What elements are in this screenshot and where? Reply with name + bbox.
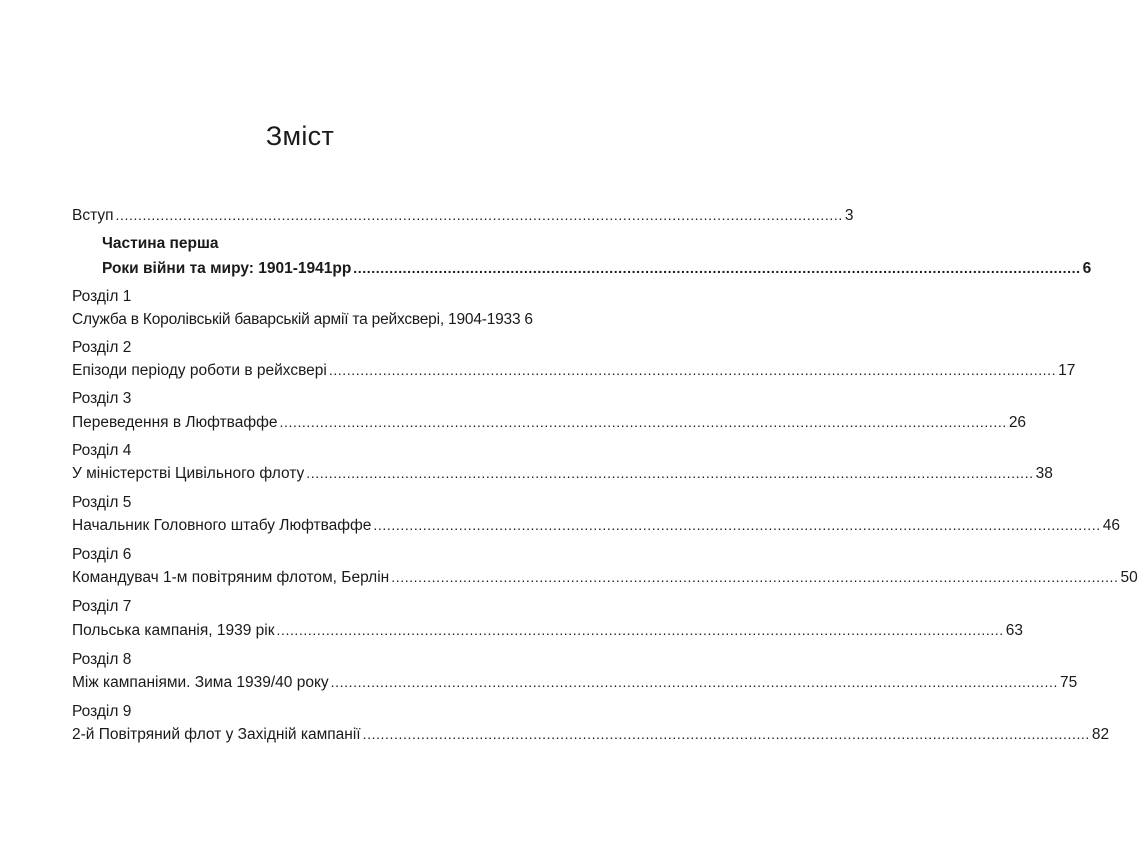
toc-entry-title: 2-й Повітряний флот у Західній кампанії: [72, 726, 361, 743]
toc-page-number: 50: [1120, 569, 1138, 586]
toc-page-number: 3: [844, 207, 854, 224]
chapter-label: Розділ 7: [72, 598, 132, 615]
chapter-label: Розділ 1: [72, 288, 132, 305]
toc-entry-title: Польська кампанія, 1939 рік: [72, 622, 275, 639]
toc-entry-title: Служба в Королівській баварській армії та рейхсвері, 1904-1933: [72, 311, 521, 328]
toc-entry-intro[interactable]: [72, 205, 854, 226]
toc-entry-title: Між кампаніями. Зима 1939/40 року: [72, 674, 329, 691]
toc-entry-chapter-2[interactable]: [72, 360, 1076, 381]
toc-entry-title: Вступ: [72, 207, 114, 224]
toc-entry-chapter-1[interactable]: [72, 309, 534, 330]
toc-entry-part[interactable]: [102, 258, 1092, 279]
toc-entry-title: Начальник Головного штабу Люфтваффе: [72, 517, 372, 534]
toc-leader-dots: ..................................................................................................................................................................: [353, 260, 1081, 276]
toc-leader-dots: ..................................................................................................................................................................: [330, 674, 1058, 690]
toc-page-number: 38: [1035, 465, 1053, 482]
toc-entry-title: Епізоди періоду роботи в рейхсвері: [72, 362, 327, 379]
toc-page-number: 82: [1091, 726, 1110, 743]
chapter-label: Розділ 5: [72, 494, 132, 511]
chapter-label: Розділ 3: [72, 390, 132, 407]
chapter-label: Розділ 9: [72, 703, 132, 720]
page-title: Зміст: [265, 121, 335, 152]
toc-entry-title: Роки війни та миру: 1901-1941рр: [102, 260, 352, 277]
toc-page-number: 26: [1008, 414, 1027, 431]
toc-page-number: 63: [1005, 622, 1024, 639]
toc-leader-dots: ..................................................................................................................................................................: [115, 207, 843, 223]
toc-entry-title: Переведення в Люфтваффе: [72, 414, 278, 431]
toc-leader-dots: ..................................................................................................................................................................: [279, 414, 1007, 430]
toc-leader-dots: ..................................................................................................................................................................: [328, 362, 1057, 378]
toc-page-number: 46: [1102, 517, 1120, 534]
chapter-label: Розділ 2: [72, 339, 132, 356]
toc-leader-dots: ..................................................................................................................................................................: [373, 517, 1101, 533]
toc-entry-title: У міністерстві Цивільного флоту: [72, 465, 305, 482]
chapter-label: Розділ 6: [72, 546, 132, 563]
toc-entry-chapter-6[interactable]: [72, 567, 1138, 588]
toc-leader-dots: ..................................................................................................................................................................: [391, 569, 1119, 585]
toc-leader-dots: ..................................................................................................................................................................: [306, 465, 1034, 481]
toc-entry-chapter-7[interactable]: [72, 620, 1024, 641]
toc-entry-chapter-3[interactable]: [72, 412, 1027, 433]
toc-entry-chapter-9[interactable]: [72, 724, 1110, 745]
toc-page-number: 17: [1058, 362, 1076, 379]
part-label: Частина перша: [102, 235, 219, 252]
toc-entry-chapter-8[interactable]: [72, 672, 1078, 693]
toc-page-number: 6: [524, 311, 534, 328]
toc-leader-dots: ..................................................................................................................................................................: [276, 622, 1004, 638]
toc-page-number: 75: [1059, 674, 1078, 691]
chapter-label: Розділ 4: [72, 442, 132, 459]
toc-page-number: 6: [1082, 260, 1092, 277]
toc-entry-title: Командувач 1-м повітряним флотом, Берлін: [72, 569, 390, 586]
chapter-label: Розділ 8: [72, 651, 132, 668]
toc-entry-chapter-4[interactable]: [72, 463, 1053, 484]
toc-leader-dots: ..................................................................................................................................................................: [362, 726, 1090, 742]
toc-entry-chapter-5[interactable]: [72, 515, 1120, 536]
